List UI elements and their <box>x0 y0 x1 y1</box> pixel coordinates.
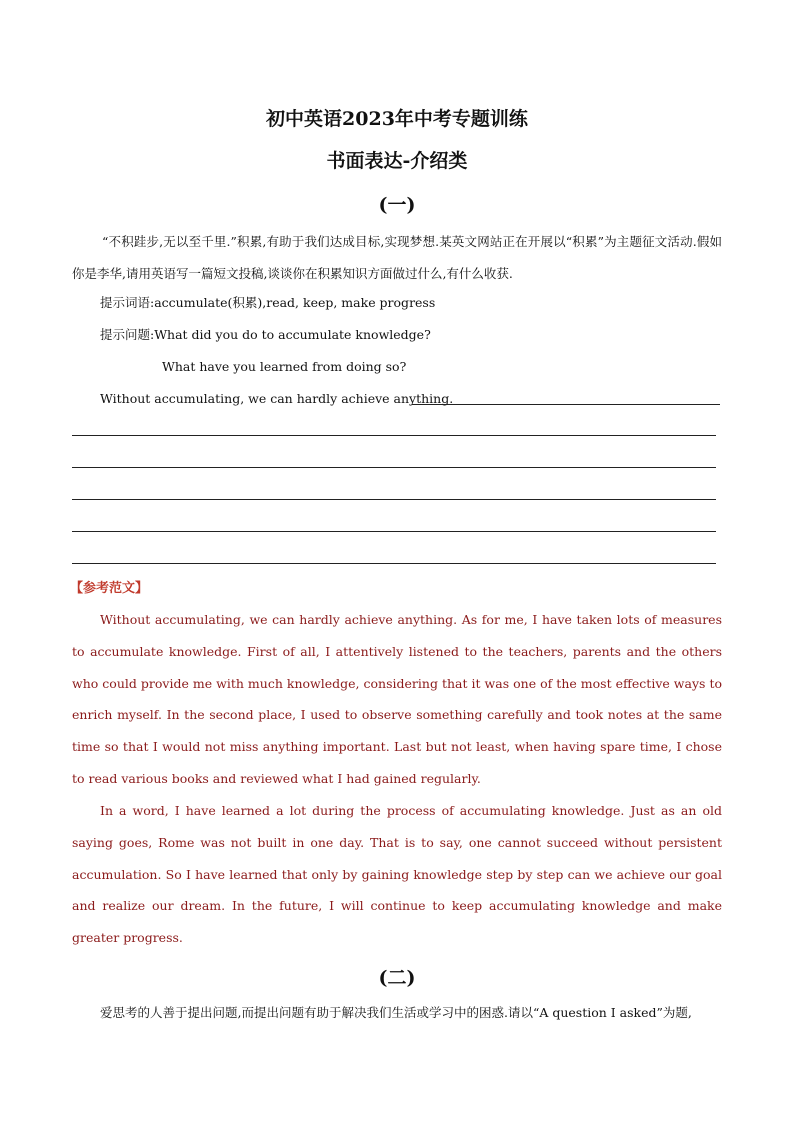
hint-question-1: 提示问题:What did you do to accumulate knowledge? <box>100 327 431 342</box>
answer-blank-line <box>72 435 716 436</box>
hint-words: 提示词语:accumulate(积累),read, keep, make progress <box>100 295 436 310</box>
section-1-prompt: “不积跬步,无以至千里.”积累,有助于我们达成目标,实现梦想.某英文网站正在开展以“积累”为主题征文活动.假如你是李华,请用英语写一篇短文投稿,谈谈你在积累知识方面做过什么,有什么收获. <box>72 234 722 281</box>
answer-blank-line <box>72 467 716 468</box>
opening-sentence: Without accumulating, we can hardly achieve anything. <box>100 391 454 406</box>
section-2-prompt: 爱思考的人善于提出问题,而提出问题有助于解决我们生活或学习中的困惑.请以“A question I asked”为题, <box>100 1005 692 1020</box>
reference-label: 【参考范文】 <box>70 581 149 596</box>
document-title: 初中英语2023年中考专题训练 <box>266 108 528 130</box>
model-paragraph-1: Without accumulating, we can hardly achieve anything. As for me, I have taken lots of measures to accumulate knowledge. First of all, I attentively listened to the teachers, parents and the others who could provide me with much knowledge, considering that it was one of the most effective ways to enrich myself. In the second place, I used to observe something carefully and took notes at the same time so that I would not miss anything important. Last but not least, when having spare time, I chose to read various books and reviewed what I had gained regularly. <box>72 612 722 786</box>
section-1-heading: (一) <box>378 194 416 216</box>
answer-blank-line <box>72 499 716 500</box>
hint-question-2: What have you learned from doing so? <box>162 359 407 374</box>
document-subtitle: 书面表达-介绍类 <box>326 150 468 172</box>
model-paragraph-2: In a word, I have learned a lot during the process of accumulating knowledge. Just as an old saying goes, Rome was not built in one day. That is to say, one cannot succeed without persistent accumulation. So I have learned that only by gaining knowledge step by step can we achieve our goal and realize our dream. In the future, I will continue to keep accumulating knowledge and make greater progress. <box>72 803 722 946</box>
answer-blank-line <box>72 563 716 564</box>
answer-blank-inline <box>412 404 720 405</box>
section-2-heading: (二) <box>378 967 416 989</box>
answer-blank-line <box>72 531 716 532</box>
